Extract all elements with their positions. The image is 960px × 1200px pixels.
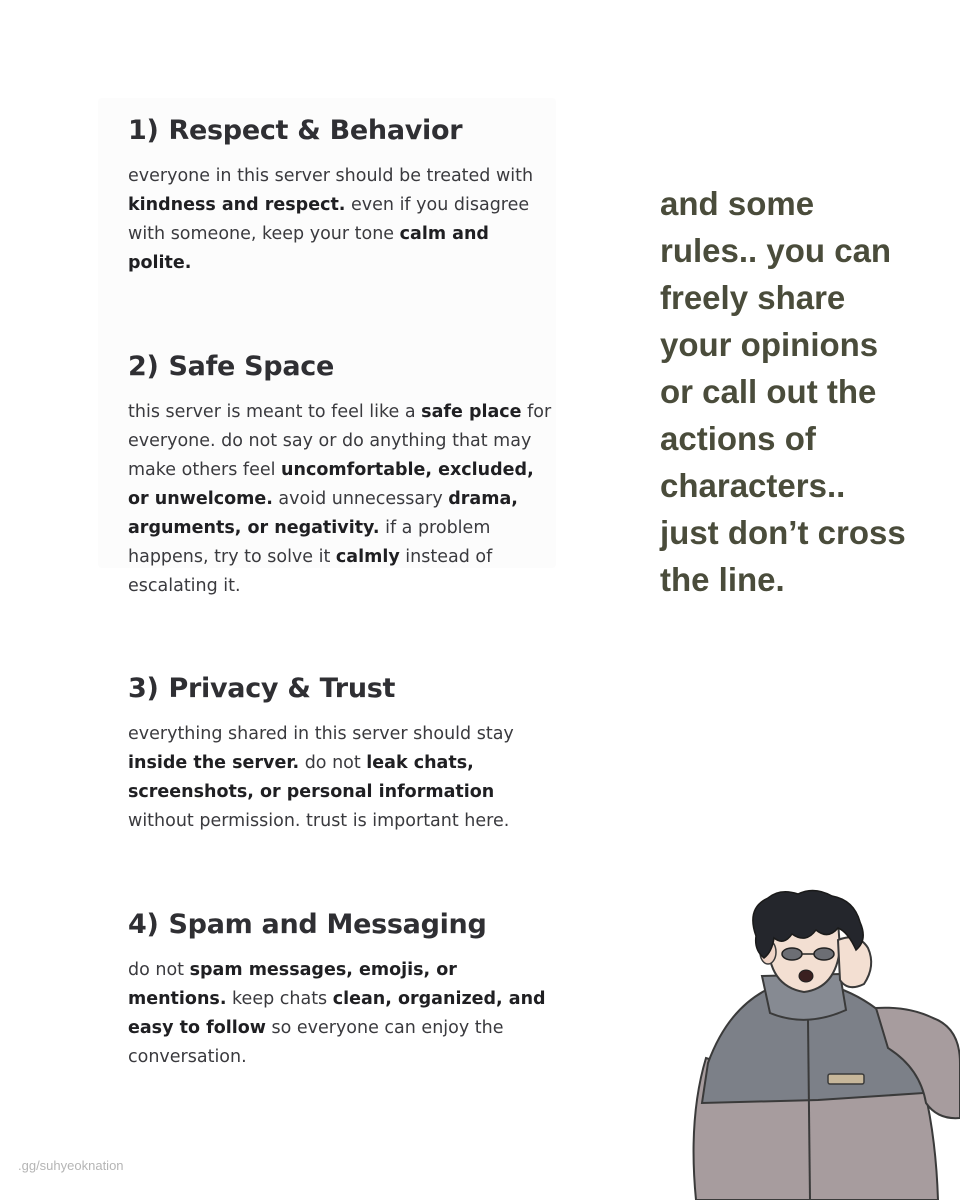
emphasis-text: clean, organized, and easy to follow — [128, 989, 546, 1038]
body-text: if a problem happens, try to solve it — [128, 518, 491, 567]
body-text: do not — [128, 960, 190, 980]
glasses-left — [782, 948, 802, 960]
emphasis-text: spam messages, emojis, or mentions. — [128, 960, 457, 1009]
emphasis-text: safe place — [421, 402, 522, 422]
body-text: avoid unnecessary — [272, 489, 449, 509]
rule-title: Spam and Messaging — [168, 909, 487, 940]
rule-number: 4) — [128, 909, 159, 940]
emphasis-text: kindness and respect. — [128, 195, 346, 215]
rule-body — [128, 398, 558, 601]
emphasis-text: drama, arguments, or negativity. — [128, 489, 518, 538]
body-text: so everyone can enjoy the conversation. — [128, 1018, 504, 1067]
rule-body — [128, 956, 558, 1072]
rule-heading — [128, 114, 558, 148]
rule-heading — [128, 908, 558, 942]
mouth — [799, 970, 813, 982]
body-text: even if you disagree with someone, keep your tone — [128, 195, 530, 244]
emphasis-text: inside the server. — [128, 753, 300, 773]
rule-title: Privacy & Trust — [168, 673, 396, 704]
body-text: this server is meant to feel like a — [128, 402, 422, 422]
rule-number: 1) — [128, 115, 159, 146]
rule-privacy-trust — [128, 672, 558, 836]
body-text: everything shared in this server should stay — [128, 724, 514, 744]
body-text: for everyone. do not say or do anything that may make others feel — [128, 402, 552, 480]
body-text: without permission. trust is important here. — [128, 811, 510, 831]
body-text: keep chats — [226, 989, 333, 1009]
rule-title: Respect & Behavior — [168, 115, 463, 146]
glasses-right — [814, 948, 834, 960]
chest-patch — [828, 1074, 864, 1084]
rule-heading — [128, 672, 558, 706]
rule-body — [128, 720, 558, 836]
rule-body — [128, 162, 558, 278]
rule-title: Safe Space — [168, 351, 334, 382]
character-illustration — [688, 888, 960, 1200]
emphasis-text: calm and polite. — [128, 224, 489, 273]
body-text: everyone in this server should be treated with — [128, 166, 534, 186]
rule-number: 2) — [128, 351, 159, 382]
rule-spam-messaging — [128, 908, 558, 1072]
rule-heading — [128, 350, 558, 384]
emphasis-text: leak chats, screenshots, or personal information — [128, 753, 495, 802]
body-text: instead of escalating it. — [128, 547, 493, 596]
emphasis-text: calmly — [335, 547, 400, 567]
rule-number: 3) — [128, 673, 159, 704]
body-text: do not — [299, 753, 367, 773]
emphasis-text: uncomfortable, excluded, or unwelcome. — [128, 460, 534, 509]
rule-safe-space — [128, 350, 558, 601]
server-invite-watermark: .gg/suhyeoknation — [18, 1158, 124, 1173]
side-note-text: and some rules.. you can freely share your opinions or call out the actions of characters.. just don’t cross the line. — [660, 185, 906, 598]
rule-respect-behavior — [128, 114, 558, 278]
